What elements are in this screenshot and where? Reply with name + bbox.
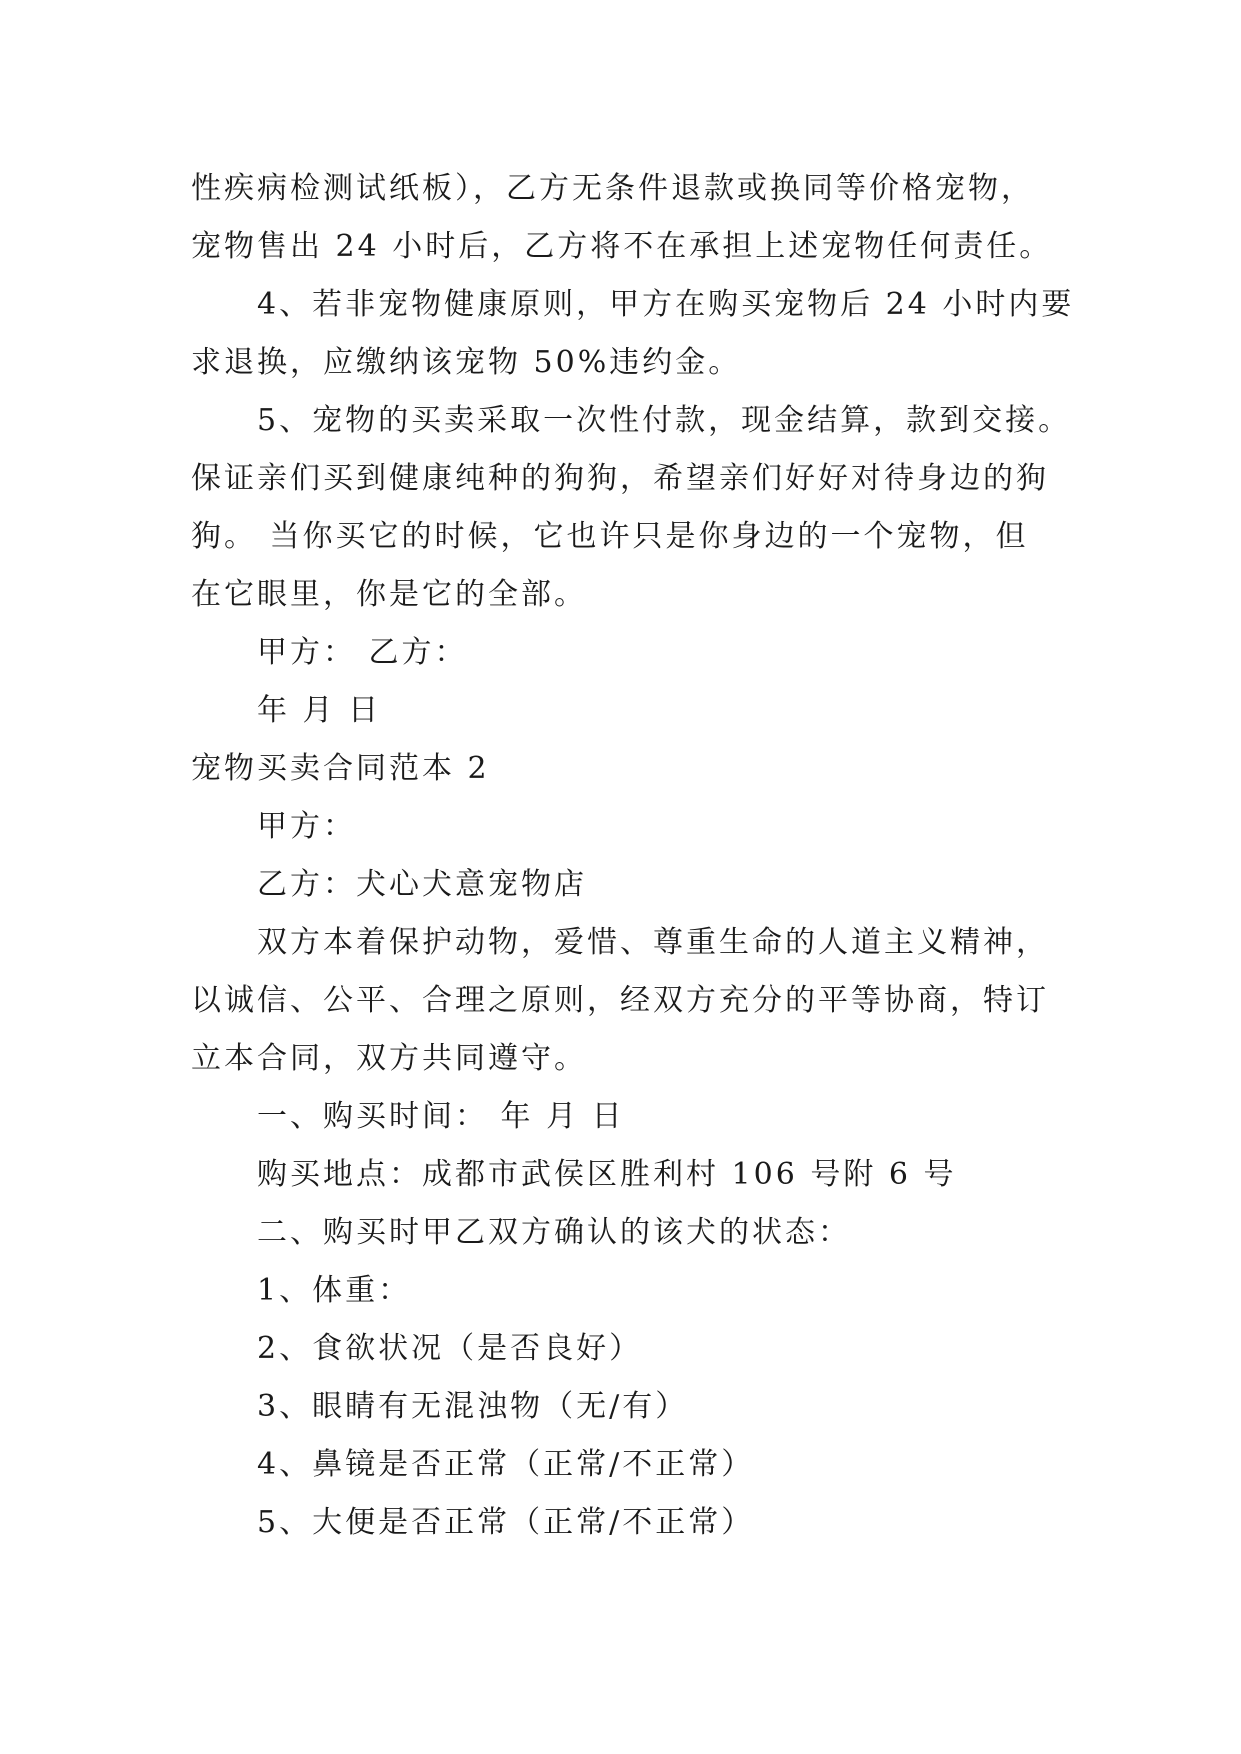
dog-status-heading: 二、购买时甲乙双方确认的该犬的状态： — [257, 1215, 851, 1250]
status-item-eyes: 3、眼睛有无混浊物（无/有） — [257, 1389, 689, 1424]
status-item-weight: 1、体重： — [257, 1273, 412, 1308]
text-line: 狗。 当你买它的时候，它也许只是你身边的一个宠物，但 — [191, 519, 1029, 554]
text-line: 在它眼里，你是它的全部。 — [191, 577, 587, 612]
signature-date: 年 月 日 — [257, 693, 382, 728]
document-body — [191, 160, 1075, 1552]
text-line: 立本合同，双方共同遵守。 — [191, 1041, 587, 1076]
clause-4: 4、若非宠物健康原则，甲方在购买宠物后 24 小时内要 — [257, 287, 1075, 322]
text-line: 宠物售出 24 小时后，乙方将不在承担上述宠物任何责任。 — [191, 229, 1053, 264]
text-line: 性疾病检测试纸板），乙方无条件退款或换同等价格宠物， — [191, 171, 1034, 206]
preamble: 双方本着保护动物，爱惜、尊重生命的人道主义精神， — [257, 925, 1049, 960]
signature-parties: 甲方： 乙方： — [257, 635, 468, 670]
text-line: 求退换，应缴纳该宠物 50%违约金。 — [191, 345, 742, 380]
purchase-time: 一、购买时间： 年 月 日 — [257, 1099, 625, 1134]
status-item-nose: 4、鼻镜是否正常（正常/不正常） — [257, 1447, 755, 1482]
status-item-stool: 5、大便是否正常（正常/不正常） — [257, 1505, 755, 1540]
purchase-location: 购买地点：成都市武侯区胜利村 106 号附 6 号 — [257, 1157, 957, 1192]
text-line: 保证亲们买到健康纯种的狗狗，希望亲们好好对待身边的狗 — [191, 461, 1049, 496]
status-item-appetite: 2、食欲状况（是否良好） — [257, 1331, 643, 1366]
text-line: 以诚信、公平、合理之原则，经双方充分的平等协商，特订 — [191, 983, 1049, 1018]
section-title: 宠物买卖合同范本 2 — [191, 751, 490, 786]
party-a: 甲方： — [257, 809, 356, 844]
clause-5: 5、宠物的买卖采取一次性付款，现金结算，款到交接。 — [257, 403, 1072, 438]
party-b: 乙方：犬心犬意宠物店 — [257, 867, 587, 902]
